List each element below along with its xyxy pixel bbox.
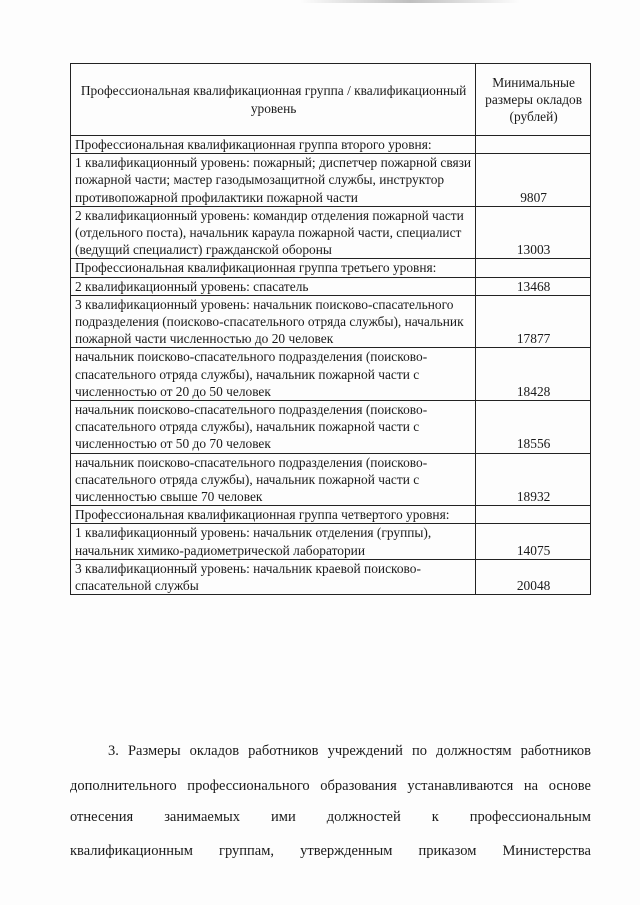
cell-min-salary — [476, 506, 591, 524]
cell-group-level: 3 квалификационный уровень: начальник краевой поисково-спасательной службы — [71, 559, 476, 594]
cell-min-salary: 18932 — [476, 453, 591, 506]
cell-group-level: начальник поисково-спасательного подразделения (поисково-спасательного отряда службы), начальник пожарной части с численностью от 20 до 50 человек — [71, 348, 476, 401]
paragraph-word: приказом — [418, 843, 477, 859]
cell-group-level: 1 квалификационный уровень: пожарный; диспетчер пожарной связи пожарной части; мастер газодымозащитной службы, инструктор противопожарной профилактики пожарной части — [71, 154, 476, 207]
cell-min-salary — [476, 259, 591, 277]
paragraph-word: утвержденным — [300, 843, 393, 859]
paragraph-line-1: 3. Размеры окладов работников учреждений по должностям работников — [108, 743, 591, 759]
cell-min-salary — [476, 136, 591, 154]
table-row — [71, 401, 591, 454]
salary-table — [70, 63, 591, 595]
cell-group-level: 2 квалификационный уровень: спасатель — [71, 277, 476, 295]
table-row — [71, 154, 591, 207]
table-row — [71, 559, 591, 594]
cell-group-level: Профессиональная квалификационная группа третьего уровня: — [71, 259, 476, 277]
header-min-salary: Минимальные размеры окладов (рублей) — [476, 64, 591, 136]
paragraph-word: должностей — [326, 809, 401, 825]
paragraph-word: Министерства — [502, 843, 591, 859]
paragraph-word: квалификационным — [70, 843, 193, 859]
scan-edge-artifact — [300, 0, 520, 3]
table-row — [71, 136, 591, 154]
paragraph-word: профессиональным — [469, 809, 591, 825]
paragraph-word: к — [431, 809, 439, 825]
cell-min-salary: 18428 — [476, 348, 591, 401]
cell-min-salary: 14075 — [476, 524, 591, 559]
cell-min-salary: 13468 — [476, 277, 591, 295]
table-row — [71, 277, 591, 295]
cell-group-level: Профессиональная квалификационная группа второго уровня: — [71, 136, 476, 154]
table-row — [71, 506, 591, 524]
paragraph-line-2: дополнительного профессионального образования устанавливаются на основе — [70, 778, 591, 794]
cell-min-salary: 9807 — [476, 154, 591, 207]
cell-group-level: начальник поисково-спасательного подразделения (поисково-спасательного отряда службы), начальник пожарной части с численностью свыше 70 человек — [71, 453, 476, 506]
table-row — [71, 206, 591, 259]
table-row — [71, 453, 591, 506]
paragraph-word: группам, — [219, 843, 275, 859]
cell-group-level: начальник поисково-спасательного подразделения (поисково-спасательного отряда службы), начальник пожарной части с численностью от 50 до 70 человек — [71, 401, 476, 454]
paragraph-line-4 — [70, 843, 591, 860]
paragraph-word: занимаемых — [164, 809, 241, 825]
paragraph-word: отнесения — [70, 809, 134, 825]
header-group-level: Профессиональная квалификационная группа / квалификационный уровень — [71, 64, 476, 136]
table-row — [71, 259, 591, 277]
cell-group-level: 2 квалификационный уровень: командир отделения пожарной части (отдельного поста), начальник караула пожарной части, специалист (ведущий специалист) гражданской обороны — [71, 206, 476, 259]
table-row — [71, 348, 591, 401]
cell-min-salary: 18556 — [476, 401, 591, 454]
table-body — [71, 136, 591, 595]
cell-group-level: 1 квалификационный уровень: начальник отделения (группы), начальник химико-радиометрической лаборатории — [71, 524, 476, 559]
paragraph-word: ими — [271, 809, 296, 825]
table-row — [71, 295, 591, 348]
paragraph-line-3 — [70, 809, 591, 826]
cell-min-salary: 13003 — [476, 206, 591, 259]
cell-min-salary: 17877 — [476, 295, 591, 348]
cell-min-salary: 20048 — [476, 559, 591, 594]
cell-group-level: Профессиональная квалификационная группа четвертого уровня: — [71, 506, 476, 524]
table-header-row — [71, 64, 591, 136]
cell-group-level: 3 квалификационный уровень: начальник поисково-спасательного подразделения (поисково-спасательного отряда службы), начальник пожарной части численностью до 20 человек — [71, 295, 476, 348]
table-row — [71, 524, 591, 559]
